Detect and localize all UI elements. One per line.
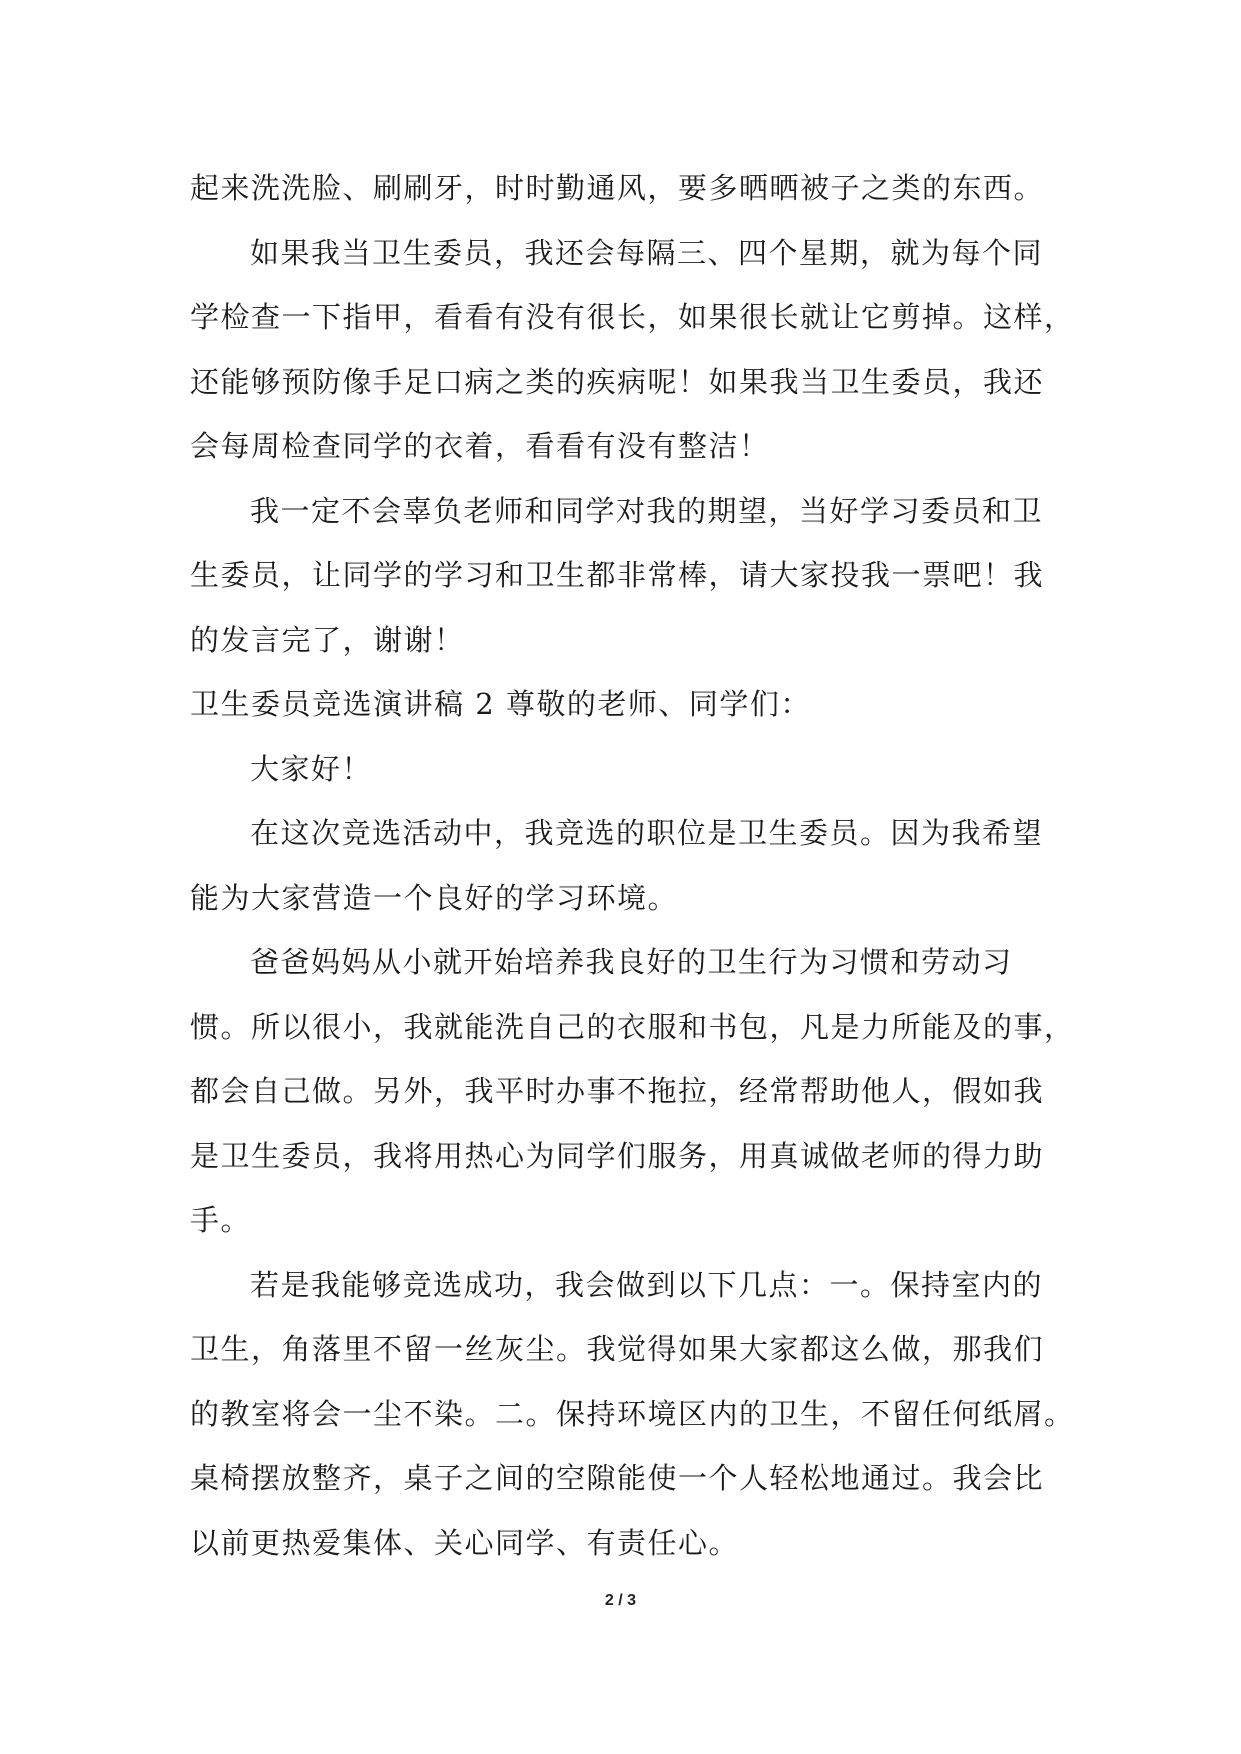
text-line: 在这次竞选活动中，我竞选的职位是卫生委员。因为我希望: [250, 816, 1044, 850]
text-line: 大家好！: [250, 751, 373, 786]
text-line: 能为大家营造一个良好的学习环境。: [190, 880, 679, 915]
document-body: [190, 156, 1090, 1575]
text-line: 是卫生委员，我将用热心为同学们服务，用真诚做老师的得力助: [190, 1138, 1045, 1173]
text-line: 若是我能够竞选成功，我会做到以下几点：一。保持室内的: [250, 1267, 1044, 1302]
text-line: 生委员，让同学的学习和卫生都非常棒，请大家投我一票吧！我: [190, 558, 1045, 592]
text-line: 惯。所以很小，我就能洗自己的衣服和书包，凡是力所能及的事，: [190, 1009, 1075, 1044]
text-line: 会每周检查同学的衣着，看看有没有整洁！: [190, 429, 770, 463]
text-line: 卫生，角落里不留一丝灰尘。我觉得如果大家都这么做，那我们: [190, 1332, 1045, 1366]
text-line: 如果我当卫生委员，我还会每隔三、四个星期，就为每个同: [250, 235, 1044, 270]
text-line: 的发言完了，谢谢！: [190, 622, 465, 657]
text-line: 都会自己做。另外，我平时办事不拖拉，经常帮助他人，假如我: [190, 1074, 1045, 1108]
text-line: 还能够预防像手足口病之类的疾病呢！如果我当卫生委员，我还: [190, 364, 1045, 399]
text-line: 卫生委员竞选演讲稿 2 尊敬的老师、同学们：: [190, 687, 811, 721]
text-line: 我一定不会辜负老师和同学对我的期望，当好学习委员和卫: [250, 493, 1044, 528]
text-line: 的教室将会一尘不染。二。保持环境区内的卫生，不留任何纸屑。: [190, 1396, 1075, 1431]
text-line: 手。: [190, 1203, 252, 1237]
page-number: 2 / 3: [604, 1592, 637, 1609]
text-line: 学检查一下指甲，看看有没有很长，如果很长就让它剪掉。这样，: [190, 300, 1075, 334]
text-line: 爸爸妈妈从小就开始培养我良好的卫生行为习惯和劳动习: [250, 945, 1013, 979]
text-line: 桌椅摆放整齐，桌子之间的空隙能使一个人轻松地通过。我会比: [190, 1461, 1045, 1495]
text-line: 以前更热爱集体、关心同学、有责任心。: [190, 1525, 740, 1560]
text-line: 起来洗洗脸、刷刷牙，时时勤通风，要多晒晒被子之类的东西。: [190, 171, 1045, 205]
